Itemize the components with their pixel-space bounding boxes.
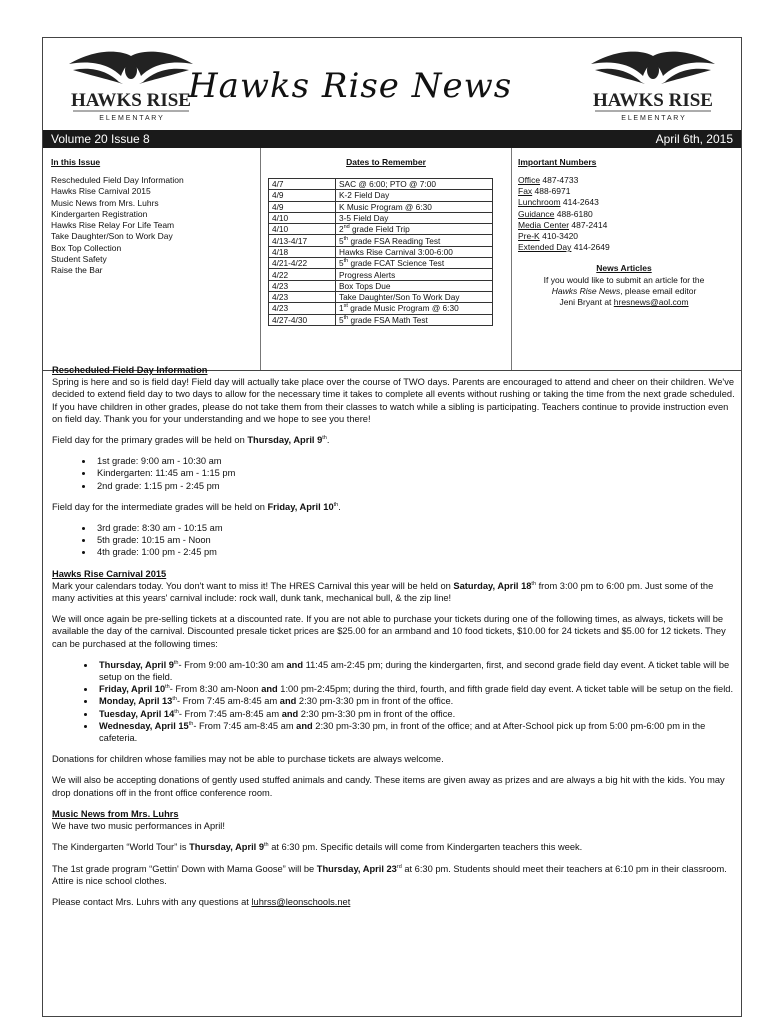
event-cell [336,269,493,280]
phone-label-link[interactable]: Office [518,175,541,185]
hawks-rise-logo-left [61,46,201,126]
svg-text:E L E M E N T A R Y: E L E M E N T A R Y [99,115,163,122]
event-cell [336,212,493,223]
issue-bar [43,130,741,148]
event-cell [336,303,493,314]
date-row [269,224,493,235]
music-p2-day: Thursday, April 9 [189,842,265,853]
editor-name: Jeni Bryant at [559,297,614,308]
music-p3-post: at 6:30 pm. Students should meet their teachers at 6:10 pm in their classroom. Attire is nice school clothes. [52,863,727,886]
issue-list-item: Music News from Mrs. Luhrs [51,197,159,208]
phone-value: 487-2414 [569,219,608,230]
phone-value: 488-6180 [554,208,593,219]
event-text: 5 [339,235,344,246]
svg-text:HAWKS RISE: HAWKS RISE [71,90,191,111]
music-p2-sup: th [264,842,269,849]
event-text: K Music Program @ 6:30 [339,201,432,212]
date-cell: 4/10 [269,212,336,223]
event-text-post: grade Music Program @ 6:30 [347,303,459,314]
field-day-intro: Spring is here and so is field day! Field day will actually take place over the course of TWO days. Parents are encouraged to attend and cheer on their children. We've decided to extend field day to two days to allow for the necessary time it takes to complete all events without rushing or taking the time from the next grade scheduled. If you have children in other grades, please do not take them from their classes to watch while a sibling is participating. Teachers continue to provide instruction even on field day. Thank you for your understanding and we hope to see you there! [52,377,735,424]
carnival-p1-post: from 3:00 pm to 6:00 pm. Just some of the many activities at this years' carnival include: rock wall, dunk tank, mechanical bull, & the zip line! [52,580,714,604]
date-row [269,201,493,212]
sale-time-b: 2:30 pm-3:30 pm in front of the office. [298,708,456,719]
date-cell: 4/21-4/22 [269,258,336,269]
phone-label-link[interactable]: Media Center [518,219,570,230]
inter-post: . [338,501,341,512]
carnival-p3: Donations for children whose families may not be able to purchase tickets are always welcome. [52,754,444,765]
music-p1: We have two music performances in April! [52,821,225,832]
event-text: 3-5 Field Day [339,213,389,224]
event-text: Box Tops Due [339,280,391,291]
editor-email-link[interactable]: hresnews@aol.com [613,297,689,308]
numbers-heading: Important Numbers [518,157,597,167]
phone-label-link[interactable]: Fax [518,186,533,197]
date-row [269,314,493,325]
phone-number-item [518,209,738,220]
date-cell: 4/7 [269,179,336,190]
phone-number-item [518,242,738,253]
newsletter-name: Hawks Rise News [551,285,621,296]
phone-label-link[interactable]: Lunchroom [518,197,561,208]
phone-label-link[interactable]: Pre-K [518,231,540,242]
issue-list-item: Take Daughter/Son to Work Day [51,231,173,242]
event-text: K-2 Field Day [339,190,390,201]
date-cell: 4/18 [269,246,336,257]
event-cell [336,314,493,325]
newsletter-title: Hawks Rise News [188,66,513,106]
event-text: 2 [339,224,344,235]
news-articles-line2-rest: , please email editor [620,285,697,296]
ticket-sale-item [96,695,736,707]
date-row [269,291,493,302]
date-cell: 4/13-4/17 [269,235,336,246]
ticket-sale-list [52,659,736,744]
event-text: 1 [339,303,344,314]
news-articles-heading: News Articles [596,263,652,274]
field-day-heading: Rescheduled Field Day Information [52,365,208,375]
primary-times-list [52,455,736,492]
event-sup: th [343,258,349,265]
date-row [269,303,493,314]
primary-day: Thursday, April 9 [247,435,323,446]
sale-and: and [286,659,304,670]
inter-sup: th [333,501,339,508]
grade-time-item: • 5th grade: 10:15 am - Noon [94,534,736,546]
music-p4 [52,896,736,908]
volume-issue: Volume 20 Issue 8 [51,132,150,146]
phone-number-item [518,197,738,208]
primary-sup: th [322,435,327,442]
event-sup: th [343,235,349,242]
ticket-sale-item [96,720,736,744]
phone-value: 488-6971 [532,186,571,197]
date-row [269,235,493,246]
date-row [269,258,493,269]
event-text: Take Daughter/Son To Work Day [339,292,460,303]
dates-table [268,178,493,326]
hawks-rise-logo-right [583,46,723,126]
music-heading: Music News from Mrs. Luhrs [52,808,179,819]
in-this-issue-heading: In this Issue [51,157,101,167]
sale-time-b: 2:30 pm-3:30 pm, in front of the office; and at After-School pick up from 5:00 pm-6:00 pm in the cafeteria. [99,720,706,744]
hawk-logo-icon [583,46,723,126]
event-cell [336,291,493,302]
sale-time-a: - From 8:30 am-Noon [169,684,262,695]
carnival-p2: We will once again be pre-selling tickets at a discounted rate. If you are not able to purchase your tickets during one of the following times, as always, tickets will be available the day of the carnival. Discounted presale ticket prices are $25.00 for an armband and 10 food tickets, $10.00 for 24 tickets and $5.00 for 12 tickets. They can be purchased at the following times: [52,614,726,649]
sale-day: Thursday, April 9 [99,659,174,670]
phone-label-link[interactable]: Extended Day [518,242,572,253]
newsletter-frame [42,37,742,1017]
carnival-day: Saturday, April 18 [453,580,532,591]
date-row [269,179,493,190]
phone-value: 414-2643 [560,197,599,208]
ticket-sale-item [96,659,736,683]
primary-pre: Field day for the primary grades will be held on [52,435,248,446]
event-cell [336,280,493,291]
date-cell: 4/9 [269,190,336,201]
sale-day: Monday, April 13 [99,696,173,707]
grade-time-item: • 4th grade: 1:00 pm - 2:45 pm [94,546,736,558]
grade-time-item: • Kindergarten: 11:45 am - 1:15 pm [94,467,736,479]
date-cell: 4/22 [269,269,336,280]
primary-post: . [326,435,330,446]
phone-number-item [518,231,738,242]
date-row [269,190,493,201]
issue-list-item: Rescheduled Field Day Information [51,175,184,185]
event-cell [336,190,493,201]
date-cell: 4/23 [269,291,336,302]
issue-date: April 6th, 2015 [655,132,733,146]
event-text: 5 [339,258,344,269]
carnival-p1-pre: Mark your calendars today. You don't want to miss it! The HRES Carnival this year will be held on [52,580,454,591]
luhrs-email-link[interactable]: luhrss@leonschools.net [251,896,351,907]
svg-text:E L E M E N T A R Y: E L E M E N T A R Y [621,115,685,122]
sale-day-sup: th [165,684,170,691]
event-text: Hawks Rise Carnival 3:00-6:00 [339,246,453,257]
music-p3-day: Thursday, April 23 [316,863,397,874]
top-section [43,148,741,371]
sale-time-a: - From 7:45 am-8:45 am [193,720,297,731]
issue-list-item: Hawks Rise Carnival 2015 [51,186,151,197]
numbers-list [518,175,738,253]
music-p4-pre: Please contact Mrs. Luhrs with any questions at [52,896,252,907]
date-cell: 4/23 [269,280,336,291]
event-text: Progress Alerts [339,269,396,280]
event-cell [336,179,493,190]
phone-number-item [518,220,738,231]
phone-value: 410-3420 [539,231,579,242]
sale-time-b: 2:30 pm-3:30 pm in front of the office. [296,696,454,707]
carnival-sup: th [531,580,537,587]
phone-value: 487-4733 [540,175,579,185]
news-articles-box [518,263,730,308]
phone-label-link[interactable]: Guidance [518,208,555,219]
dates-column [260,148,512,370]
news-articles-line1: If you would like to submit an article for the [543,274,705,285]
music-p2-post: at 6:30 pm. Specific details will come from Kindergarten teachers this week. [268,842,583,853]
event-text: 5 [339,314,344,325]
event-sup: nd [343,224,350,231]
carnival-heading: Hawks Rise Carnival 2015 [52,568,167,579]
article-body [52,364,736,917]
svg-text:HAWKS RISE: HAWKS RISE [593,90,713,111]
date-cell: 4/27-4/30 [269,314,336,325]
event-text-post: grade FSA Math Test [348,314,428,325]
sale-day-sup: th [174,708,179,715]
grade-time-item: • 1st grade: 9:00 am - 10:30 am [94,455,736,467]
issue-list-item: Box Top Collection [51,242,122,253]
sale-time-a: - From 9:00 am-10:30 am [178,659,287,670]
event-cell [336,235,493,246]
music-p2-pre: The Kindergarten “World Tour” is [52,842,190,853]
issue-list-item: Raise the Bar [51,265,103,276]
event-text: SAC @ 6:00; PTO @ 7:00 [339,179,436,190]
date-cell: 4/23 [269,303,336,314]
event-text-post: grade Field Trip [349,224,410,235]
issue-list-item: Hawks Rise Relay For Life Team [51,220,175,231]
sale-day: Friday, April 10 [99,684,166,695]
date-row [269,212,493,223]
intermediate-field-day-line [52,501,736,513]
event-sup: th [343,314,349,321]
music-p2 [52,841,736,853]
primary-field-day-line [52,434,736,446]
ticket-sale-item [96,708,736,720]
in-this-issue-column [51,157,256,277]
sale-and: and [281,708,299,719]
date-row [269,269,493,280]
event-cell [336,258,493,269]
phone-number-item [518,175,738,186]
inter-day: Friday, April 10 [267,501,334,512]
event-cell [336,246,493,257]
news-articles-line3 [518,297,730,308]
carnival-p4: We will also be accepting donations of gently used stuffed animals and candy. These items are given away as prizes and are always a big hit with the kids. You may drop donations off in the front office conference room. [52,775,725,798]
sale-and: and [279,696,297,707]
sale-day: Wednesday, April 15 [99,720,189,731]
sale-time-b: 11:45 am-2:45 pm; during the kindergarten, first, and second grade field day event. A ticket table will be setup on the field. [99,659,730,683]
numbers-column [518,157,738,308]
event-cell [336,201,493,212]
dates-heading: Dates to Remember [346,157,426,167]
grade-time-item: • 2nd grade: 1:15 pm - 2:45 pm [94,480,736,492]
music-p3-sup: rd [396,863,402,870]
carnival-p1 [52,580,736,604]
issue-list-item: Kindergarten Registration [51,208,148,219]
issue-list [51,175,256,277]
intermediate-times-list [52,522,736,559]
ticket-sale-item [96,683,736,695]
date-row [269,246,493,257]
phone-number-item [518,186,738,197]
inter-pre: Field day for the intermediate grades will be held on [52,501,268,512]
sale-day-sup: th [173,659,179,666]
sale-day: Tuesday, April 14 [99,708,175,719]
event-cell [336,224,493,235]
music-p3-pre: The 1st grade program “Gettin' Down with Mama Goose” will be [52,863,317,874]
date-row [269,280,493,291]
sale-and: and [261,684,278,695]
sale-time-a: - From 7:45 am-8:45 am [178,708,282,719]
event-sup: st [343,303,348,310]
sale-day-sup: th [172,696,177,703]
date-cell: 4/10 [269,224,336,235]
news-articles-line2 [518,286,730,297]
sale-time-a: - From 7:45 am-8:45 am [176,696,280,707]
phone-value: 414-2649 [571,242,610,253]
issue-list-item: Student Safety [51,254,107,265]
sale-and: and [296,720,313,731]
hawk-logo-icon [61,46,201,126]
event-text-post: grade FSA Reading Test [348,235,441,246]
grade-time-item: • 3rd grade: 8:30 am - 10:15 am [94,522,736,534]
sale-day-sup: th [188,720,194,727]
masthead [43,38,741,130]
music-p3 [52,863,736,887]
sale-time-b: 1:00 pm-2:45pm; during the third, fourth, and fifth grade field day event. A ticket table will be setup on the field. [277,684,734,695]
event-text-post: grade FCAT Science Test [348,258,445,269]
date-cell: 4/9 [269,201,336,212]
